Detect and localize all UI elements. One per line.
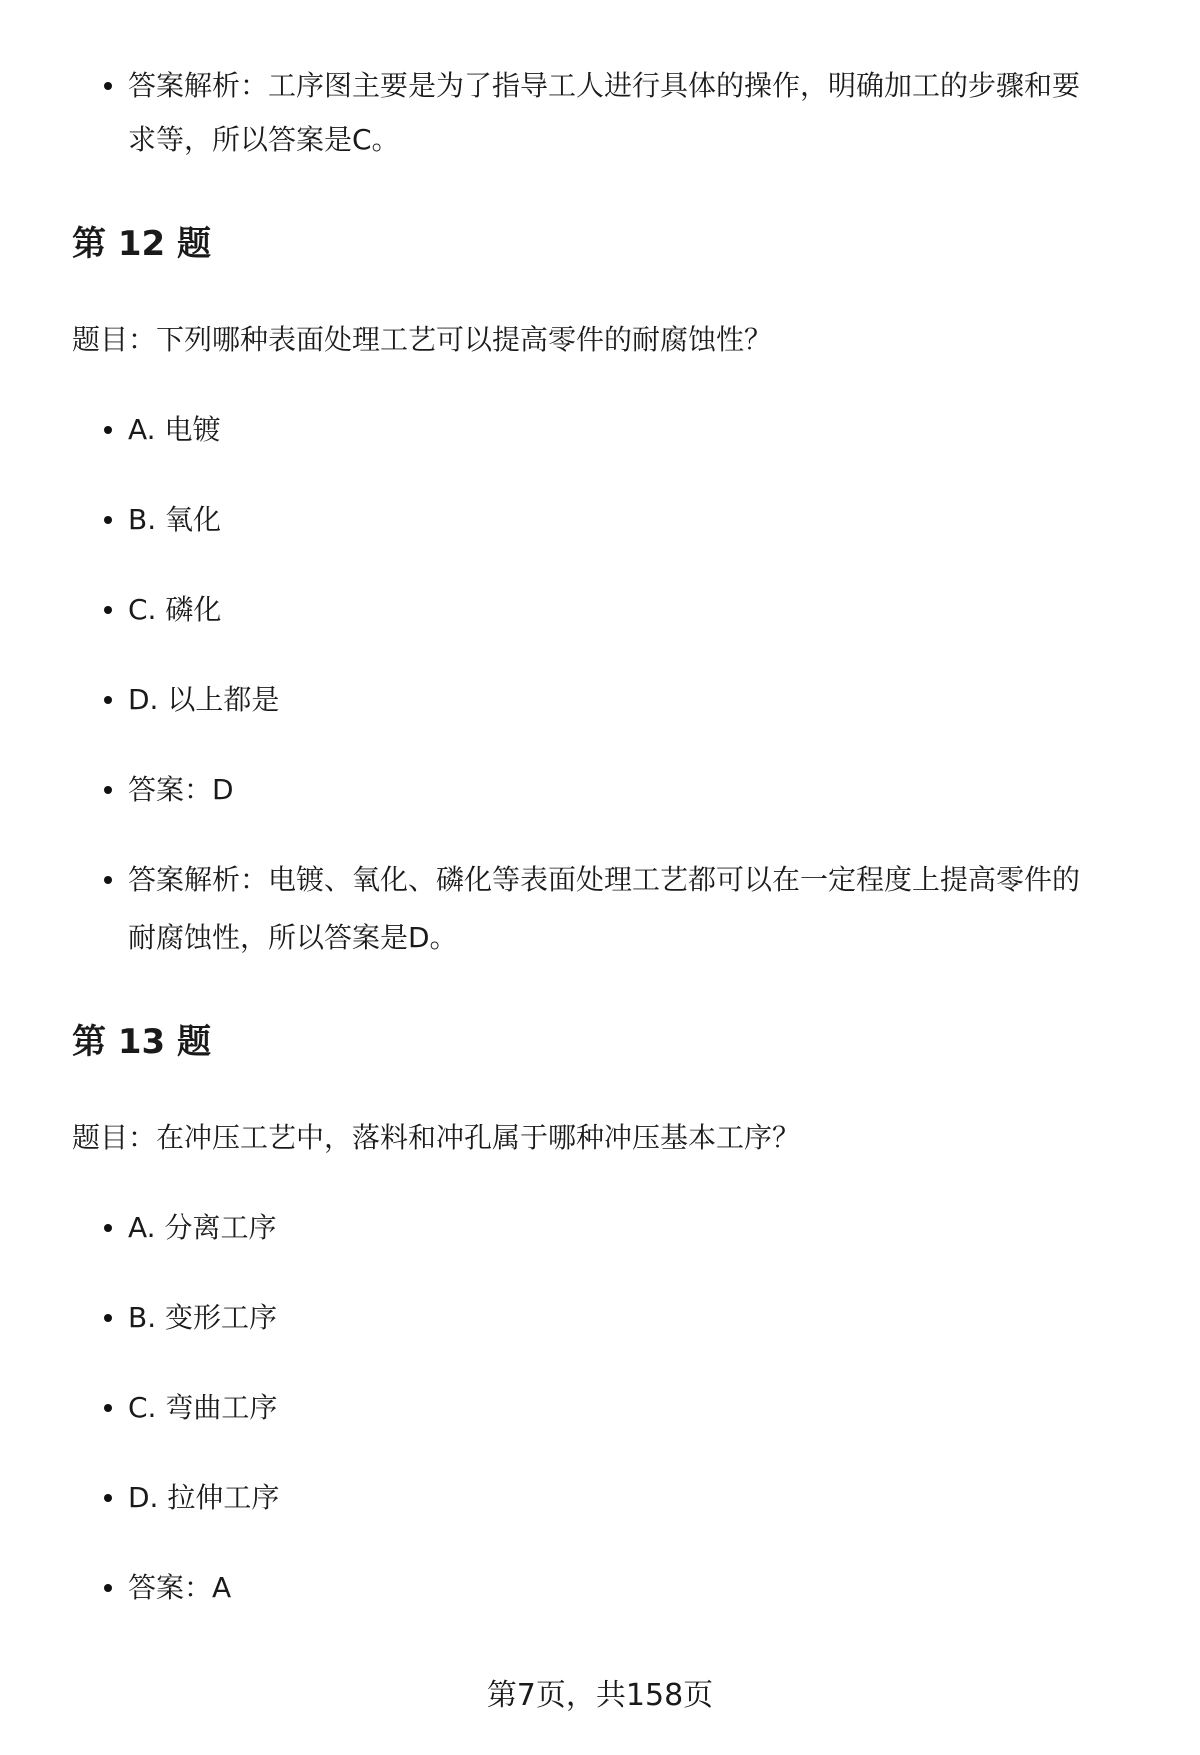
option-a: A. 电镀 [128, 413, 221, 446]
list-bullet [104, 1494, 112, 1502]
question-text: 题目：下列哪种表面处理工艺可以提高零件的耐腐蚀性？ [72, 323, 773, 356]
option-a: A. 分离工序 [128, 1211, 277, 1244]
option-c: C. 磷化 [128, 593, 222, 626]
list-bullet [104, 82, 112, 90]
option-b: B. 变形工序 [128, 1301, 278, 1334]
option-d: D. 拉伸工序 [128, 1481, 280, 1514]
list-bullet [104, 1224, 112, 1232]
explanation-text: 答案解析：电镀、氧化、磷化等表面处理工艺都可以在一定程度上提高零件的 [128, 863, 1081, 896]
list-bullet [104, 1584, 112, 1592]
question-heading: 第 13 题 [72, 1022, 211, 1062]
list-bullet [104, 426, 112, 434]
answer-text: 答案：A [128, 1571, 232, 1604]
list-bullet [104, 1404, 112, 1412]
explanation-text: 答案解析：工序图主要是为了指导工人进行具体的操作，明确加工的步骤和要 [128, 69, 1081, 102]
option-b: B. 氧化 [128, 503, 222, 536]
list-bullet [104, 516, 112, 524]
explanation-text-continued: 求等，所以答案是C。 [128, 123, 400, 156]
list-bullet [104, 876, 112, 884]
option-c: C. 弯曲工序 [128, 1391, 278, 1424]
option-d: D. 以上都是 [128, 683, 280, 716]
list-bullet [104, 696, 112, 704]
answer-text: 答案：D [128, 773, 234, 806]
question-text: 题目：在冲压工艺中，落料和冲孔属于哪种冲压基本工序？ [72, 1121, 801, 1154]
list-bullet [104, 786, 112, 794]
question-heading: 第 12 题 [72, 224, 211, 264]
explanation-text-continued: 耐腐蚀性，所以答案是D。 [128, 921, 458, 954]
list-bullet [104, 606, 112, 614]
list-bullet [104, 1314, 112, 1322]
page-number: 第7页，共158页 [486, 1678, 714, 1713]
